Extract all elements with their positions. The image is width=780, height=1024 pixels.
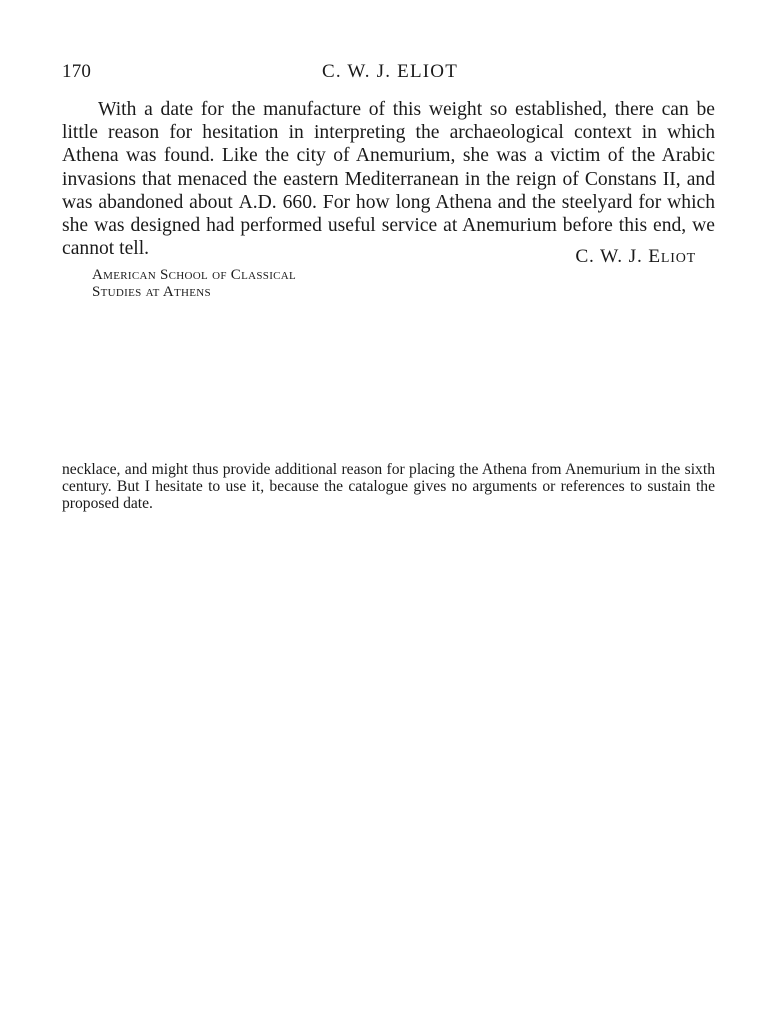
author-affiliation [92,267,296,301]
body-paragraph-text-2: 660. For how long Athena and the steelyard for which she was designed had performed useful service at Anemurium before this end, we cannot tell. [62,191,716,260]
signature-surname: Eliot [648,246,696,267]
era-abbreviation: A.D. [238,191,277,213]
body-paragraph-text-1: With a date for the manufacture of this weight so established, there can be little reason for hesitation in interpreting the archaeological context in which Athena was found. Like the city of Anemurium, she was a victim of the Arabic invasions that menaced the eastern Mediterranean in the reign of Constans II, and was abandoned about [62,99,715,213]
author-signature [575,246,696,268]
body-paragraph [62,98,715,260]
affiliation-line-1: American School of Classical [92,267,297,283]
signature-initials: C. W. J. [575,246,643,267]
affiliation-line-2: Studies at Athens [92,284,211,300]
page-number: 170 [62,61,92,82]
running-head: C. W. J. ELIOT [321,61,459,82]
footnote: necklace, and might thus provide additional reason for placing the Athena from Anemurium in the sixth century. But I hesitate to use it, because the catalogue gives no arguments or references to sustain the proposed date. [62,461,715,513]
